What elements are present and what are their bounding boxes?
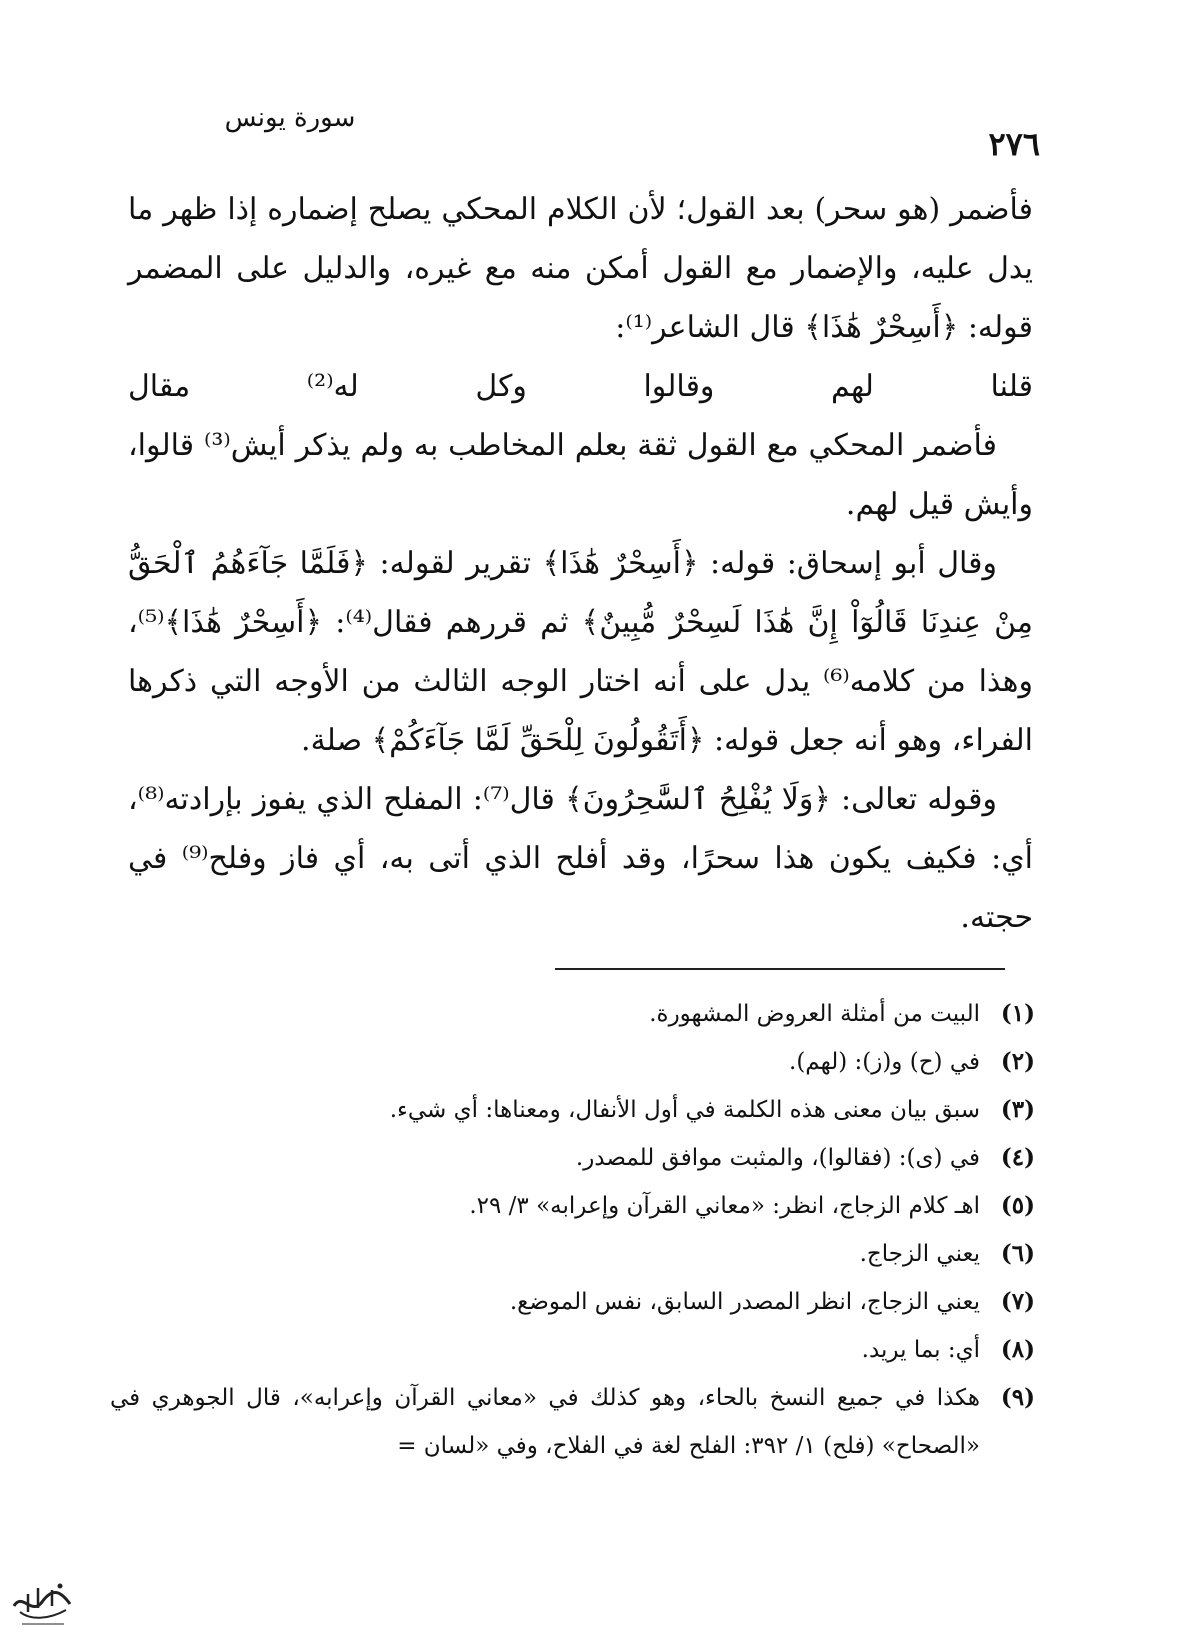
footnote-number: (١) — [1000, 1000, 1035, 1027]
main-text — [128, 180, 1033, 947]
footnote-number: (٢) — [1000, 1048, 1035, 1075]
footnote-text: اهـ كلام الزجاج، انظر: «معاني القرآن وإعرابه» ٣/ ٢٩. — [469, 1193, 980, 1219]
footnote — [110, 1182, 1035, 1230]
footnote-separator — [555, 968, 1005, 970]
footnote — [110, 1326, 1035, 1374]
footnote-number: (٨) — [1000, 1336, 1035, 1363]
footnote-number: (٦) — [1000, 1240, 1035, 1267]
footnote — [110, 1086, 1035, 1134]
footnote-number: (٣) — [1000, 1096, 1035, 1123]
paragraph-3: وقال أبو إسحاق: قوله: ﴿أَسِحْرٌ هَٰذَا﴾ تقرير لقوله: ﴿فَلَمَّا جَآءَهُمُ ٱلْحَقُّ مِنْ عِندِنَا قَالُوٓاْ إِنَّ هَٰذَا لَسِحْرٌ مُّبِينٌ﴾ ثم قررهم فقال⁽⁴⁾: ﴿أَسِحْرٌ هَٰذَا﴾⁽⁵⁾، وهذا من كلامه⁽⁶⁾ يدل على أنه اختار الوجه الثالث من الأوجه التي ذكرها الفراء، وهو أنه جعل قوله: ﴿أَتَقُولُونَ لِلْحَقِّ لَمَّا جَآءَكُمْ﴾ صلة. — [128, 546, 1033, 758]
page-number: ٢٧٦ — [988, 125, 1040, 163]
footnote-number: (٥) — [1000, 1192, 1035, 1219]
footnote-text: هكذا في جميع النسخ بالحاء، وهو كذلك في «معاني القرآن وإعرابه»، قال الجوهري في «الصحاح» (فلح) ١/ ٣٩٢: الفلح لغة في الفلاح، وفي «لسان = — [110, 1385, 980, 1459]
paragraph-1: فأضمر (هو سحر) بعد القول؛ لأن الكلام المحكي يصلح إضماره إذا ظهر ما يدل عليه، والإضمار مع القول أمكن منه مع غيره، والدليل على المضمر قوله: ﴿أَسِحْرٌ هَٰذَا﴾ قال الشاعر⁽¹⁾: — [128, 192, 1033, 345]
footnote-text: في (ح) و(ز): (لهم). — [789, 1049, 980, 1075]
footnote — [110, 990, 1035, 1038]
running-header-surah-title: سورة يونس — [224, 103, 356, 133]
footnote-number: (٩) — [1000, 1384, 1035, 1411]
paragraph-4: وقوله تعالى: ﴿وَلَا يُفْلِحُ ٱلسَّٰحِرُونَ﴾ قال⁽⁷⁾: المفلح الذي يفوز بإرادته⁽⁸⁾، أي: فكيف يكون هذا سحرًا، وقد أفلح الذي أتى به، أي فاز وفلح⁽⁹⁾ في حجته. — [128, 782, 1033, 935]
footnote — [110, 1134, 1035, 1182]
footnotes — [110, 990, 1035, 1470]
poetry-verse: قلنا لهم وقالوا وكل له⁽²⁾ مقال — [128, 369, 1033, 404]
footnote-text: يعني الزجاج، انظر المصدر السابق، نفس الموضع. — [509, 1289, 980, 1315]
footnote-text: البيت من أمثلة العروض المشهورة. — [649, 1001, 980, 1027]
footnote — [110, 1038, 1035, 1086]
footnote-number: (٤) — [1000, 1144, 1035, 1171]
watermark-logo — [8, 1572, 78, 1632]
footnote — [110, 1278, 1035, 1326]
footnote-text: يعني الزجاج. — [859, 1241, 980, 1267]
footnote-text: في (ى): (فقالوا)، والمثبت موافق للمصدر. — [575, 1145, 980, 1171]
paragraph-2: فأضمر المحكي مع القول ثقة بعلم المخاطب به ولم يذكر أيش⁽³⁾ قالوا، وأيش قيل لهم. — [128, 428, 1033, 522]
footnote-number: (٧) — [1000, 1288, 1035, 1315]
footnote-text: أي: بما يريد. — [861, 1337, 980, 1363]
footnote-text: سبق بيان معنى هذه الكلمة في أول الأنفال، ومعناها: أي شيء. — [389, 1097, 980, 1123]
footnote — [110, 1374, 1035, 1470]
footnote — [110, 1230, 1035, 1278]
